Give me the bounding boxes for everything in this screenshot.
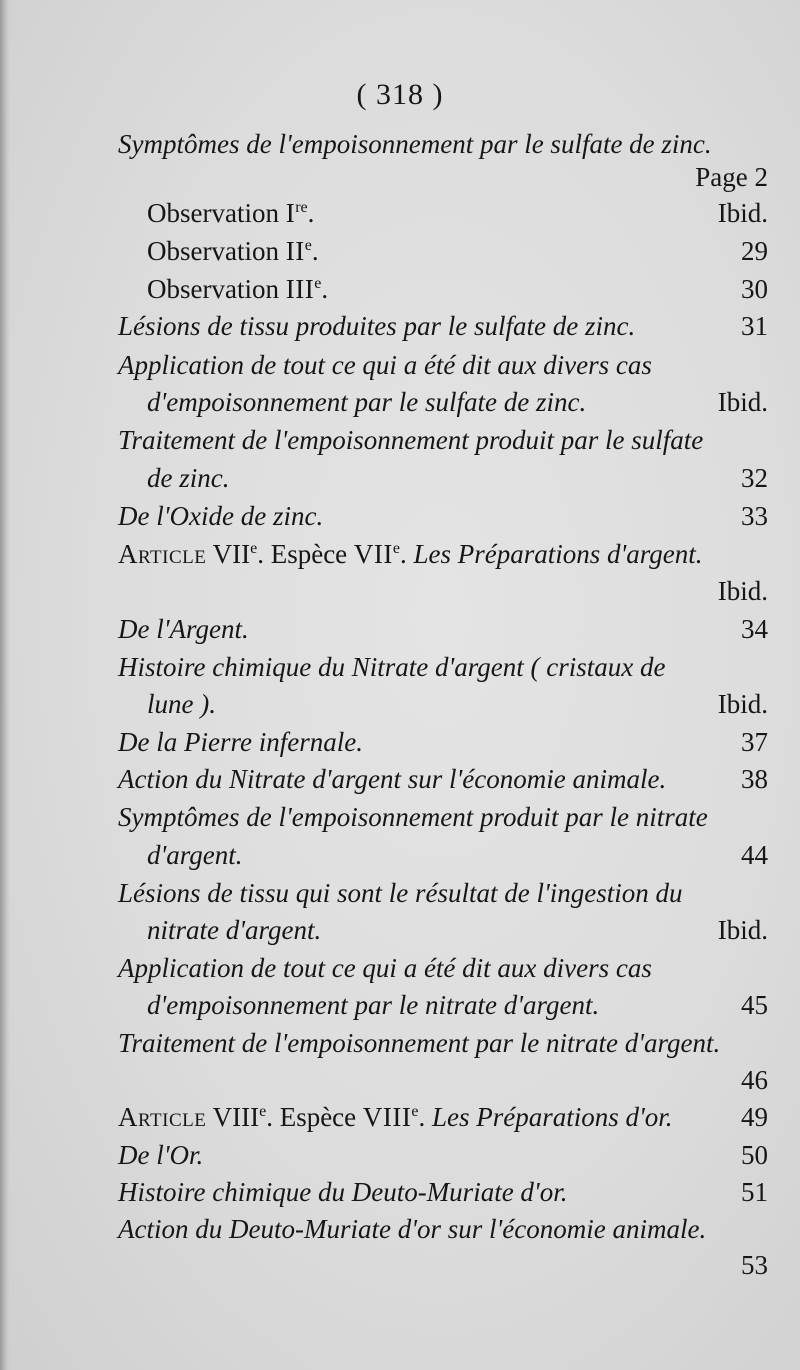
entry-page: 34 [741,614,768,644]
toc-entry-article-vii-page [0,572,800,610]
entry-title: Symptômes de l'empoisonnement produit par le nitrate [118,802,708,832]
entry-page: 29 [741,236,768,266]
toc-entry-symptomes-nitrate-argent [0,798,800,836]
entry-title: De l'Oxide de zinc. [118,501,324,531]
entry-page: 38 [741,764,768,794]
entry-title: d'empoisonnement par le nitrate d'argent. [147,990,600,1020]
entry-title: Traitement de l'empoisonnement produit par le sulfate [118,425,704,455]
toc-entry-action-deuto-muriate-or [0,1210,800,1248]
entry-page: Ibid. [717,387,768,417]
entry-page: 30 [741,274,768,304]
entry-title: Action du Deuto-Muriate d'or sur l'économie animale. [118,1214,707,1244]
toc-entry-action-deuto-muriate-or-page [0,1246,800,1284]
entry-title: nitrate d'argent. [147,915,322,945]
entry-title: d'empoisonnement par le sulfate de zinc. [147,387,587,417]
toc-entry-histoire-deuto-muriate-or [0,1173,800,1211]
entry-page: 50 [741,1140,768,1170]
entry-title: Observation IIIe. [147,274,329,304]
entry-page: 31 [741,311,768,341]
toc-entry-lesions-nitrate-argent-cont [0,911,800,949]
toc-entry-action-nitrate-argent [0,760,800,798]
entry-page: 53 [741,1250,768,1280]
entry-page: Page 2 [695,162,768,192]
toc-entry-lesions-nitrate-argent [0,874,800,912]
toc-entry-observation-2 [0,232,800,270]
entry-page: 37 [741,727,768,757]
entry-title: de zinc. [147,463,230,493]
toc-entry-oxide-zinc [0,497,800,535]
toc-entry-traitement-sulfate-zinc [0,421,800,459]
article-heading: Article VIIe. Espèce VIIe. Les Préparations d'argent. [118,539,703,569]
entry-title: Observation Ire. [147,198,315,228]
toc-entry-histoire-nitrate-argent [0,648,800,686]
page-number: ( 318 ) [356,78,444,111]
toc-entry-traitement-nitrate-argent-page [0,1061,800,1099]
entry-page: 45 [741,990,768,1020]
entry-title: Histoire chimique du Nitrate d'argent ( cristaux de [118,652,666,682]
toc-entry-article-vii [0,535,800,573]
entry-title: Histoire chimique du Deuto-Muriate d'or. [118,1177,568,1207]
entry-title: d'argent. [147,840,243,870]
article-heading: Article VIIIe. Espèce VIIIe. Les Préparations d'or. [118,1102,673,1132]
entry-page: 33 [741,501,768,531]
entry-page: Ibid. [717,915,768,945]
entry-page: Ibid. [717,198,768,228]
entry-title: Lésions de tissu qui sont le résultat de l'ingestion du [118,878,683,908]
entry-title: De l'Or. [118,1140,204,1170]
toc-entry-application-sulfate-zinc-cont [0,383,800,421]
entry-title: Application de tout ce qui a été dit aux divers cas [118,953,652,983]
toc-entry-or [0,1136,800,1174]
toc-entry-article-viii [0,1098,800,1136]
entry-page: 32 [741,463,768,493]
toc-entry-observation-3 [0,270,800,308]
entry-title: Observation IIe. [147,236,319,266]
entry-page: 44 [741,840,768,870]
entry-title: De la Pierre infernale. [118,727,363,757]
toc-entry-application-nitrate-argent-cont [0,986,800,1024]
entry-page: Ibid. [717,576,768,606]
entry-title: Symptômes de l'empoisonnement par le sulfate de zinc. [118,129,712,159]
entry-page: 46 [741,1065,768,1095]
toc-entry-page-continuation [0,158,800,196]
toc-entry-application-sulfate-zinc [0,346,800,384]
toc-entry-argent [0,610,800,648]
entry-title: Action du Nitrate d'argent sur l'économie animale. [118,764,667,794]
toc-entry-traitement-nitrate-argent [0,1024,800,1062]
toc-entry-histoire-nitrate-argent-cont [0,685,800,723]
entry-title: Traitement de l'empoisonnement par le nitrate d'argent. [118,1028,721,1058]
toc-entry-lesions-sulfate-zinc [0,307,800,345]
toc-entry-application-nitrate-argent [0,949,800,987]
toc-entry-pierre-infernale [0,723,800,761]
entry-title: Application de tout ce qui a été dit aux divers cas [118,350,652,380]
entry-title: Lésions de tissu produites par le sulfate de zinc. [118,311,636,341]
entry-page: 51 [741,1177,768,1207]
entry-title: De l'Argent. [118,614,249,644]
toc-entry-observation-1 [0,194,800,232]
entry-title: lune ). [147,689,216,719]
toc-entry-traitement-sulfate-zinc-cont [0,459,800,497]
toc-entry-symptomes-nitrate-argent-cont [0,836,800,874]
entry-page: Ibid. [717,689,768,719]
entry-page: 49 [741,1102,768,1132]
